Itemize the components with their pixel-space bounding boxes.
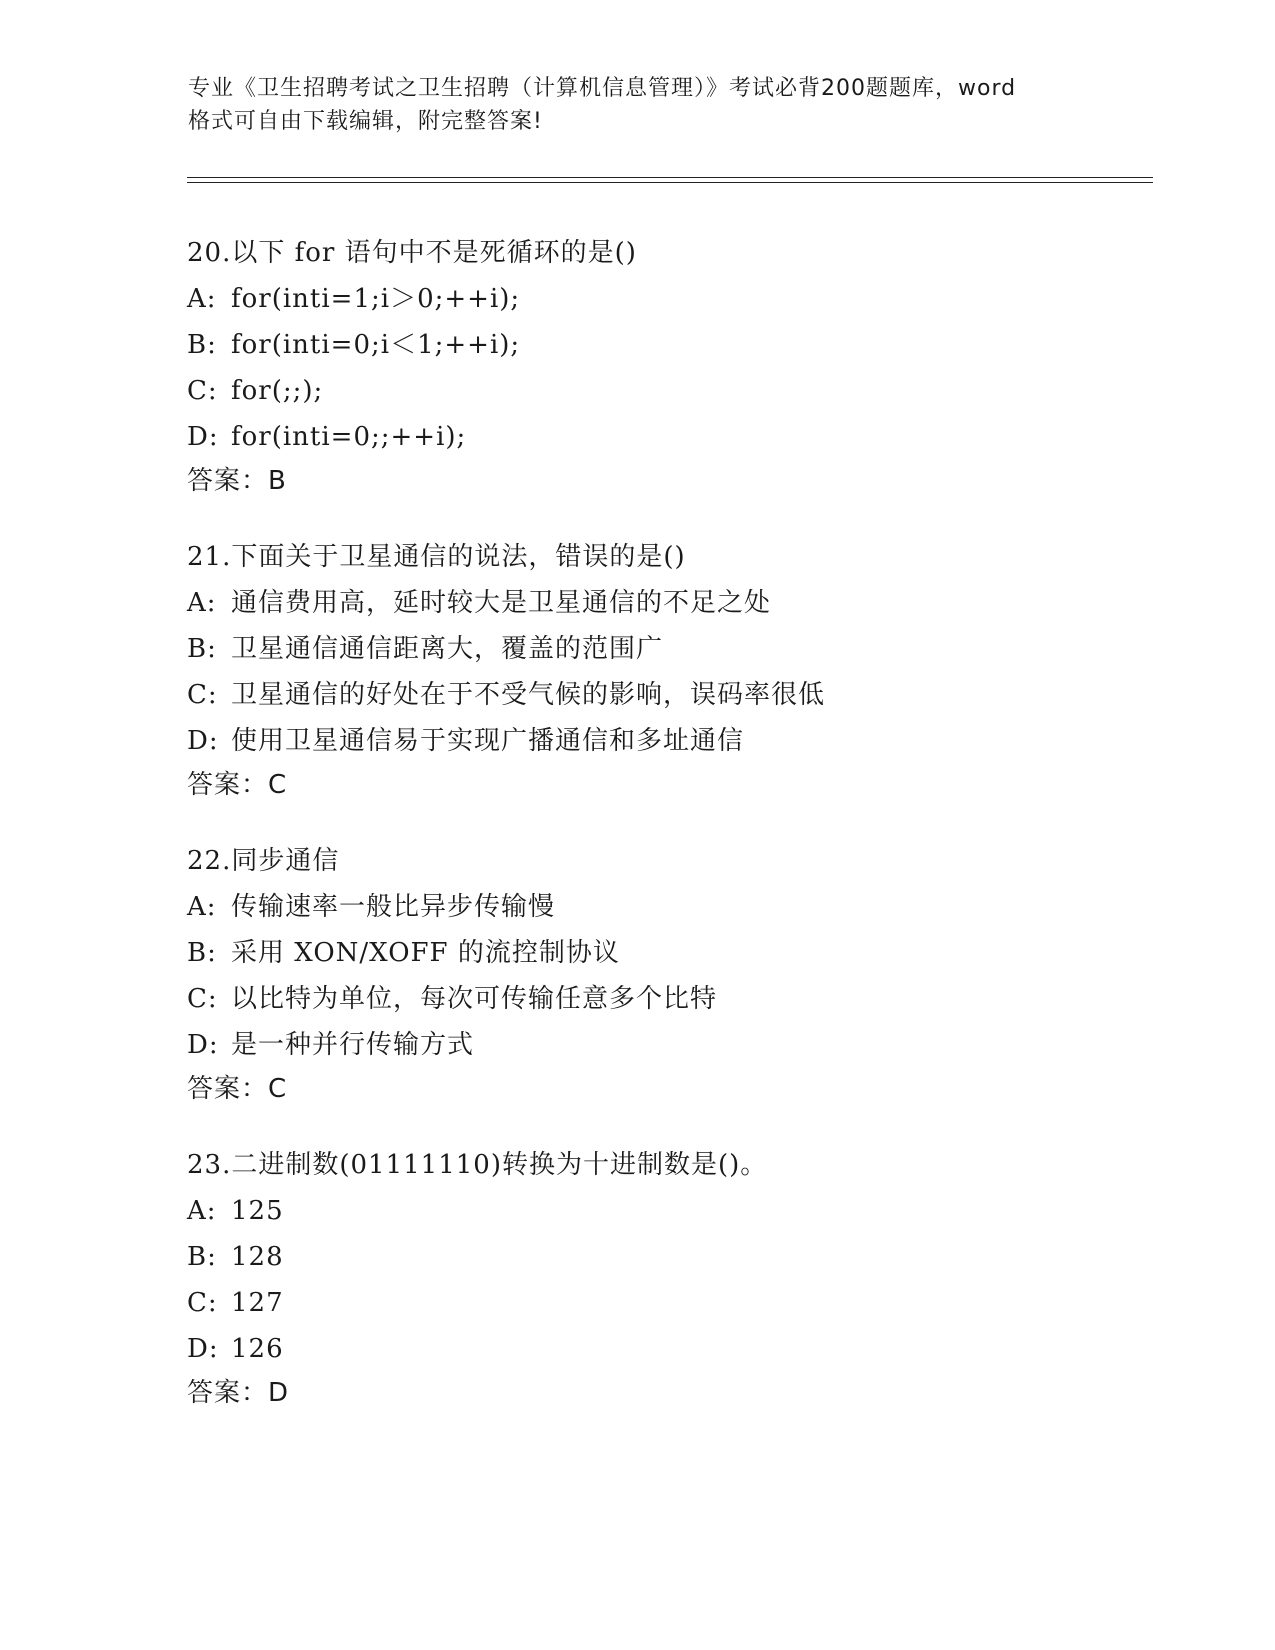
- option-letter: C:: [187, 376, 218, 406]
- option-letter: A:: [187, 284, 217, 314]
- option-c: [187, 672, 1147, 718]
- option-text: 卫星通信通信距离大，覆盖的范围广: [231, 634, 664, 664]
- option-d: [187, 1326, 1147, 1372]
- option-letter: D:: [187, 726, 219, 756]
- option-letter: A:: [187, 892, 217, 922]
- answer-key: 答案：D: [187, 1378, 290, 1408]
- option-letter: A:: [187, 588, 217, 618]
- option-a: [187, 1188, 1147, 1234]
- option-letter: B:: [187, 938, 217, 968]
- option-b: [187, 930, 1147, 976]
- option-text: 125: [231, 1196, 284, 1226]
- option-d: [187, 414, 1147, 460]
- option-letter: C:: [187, 680, 218, 710]
- option-text: 126: [231, 1334, 284, 1364]
- option-text: 以比特为单位，每次可传输任意多个比特: [231, 984, 718, 1014]
- header-divider-bottom: [187, 182, 1153, 183]
- question-stem: 21.下面关于卫星通信的说法，错误的是(): [187, 542, 686, 572]
- option-text: 128: [231, 1242, 284, 1272]
- option-text: 使用卫星通信易于实现广播通信和多址通信: [231, 726, 745, 756]
- option-d: [187, 1022, 1147, 1068]
- option-text: 127: [231, 1288, 284, 1318]
- header-divider-top: [187, 177, 1153, 178]
- option-a: [187, 884, 1147, 930]
- option-text: 卫星通信的好处在于不受气候的影响，误码率很低: [231, 680, 826, 710]
- option-c: [187, 368, 1147, 414]
- option-letter: B:: [187, 634, 217, 664]
- question-21: [187, 534, 1147, 806]
- question-22: [187, 838, 1147, 1110]
- answer-key: 答案：C: [187, 1074, 288, 1104]
- option-text: 传输速率一般比异步传输慢: [231, 892, 556, 922]
- answer-key: 答案：B: [187, 466, 287, 496]
- option-text: 通信费用高，延时较大是卫星通信的不足之处: [231, 588, 772, 618]
- question-list: [187, 230, 1147, 1446]
- answer-key: 答案：C: [187, 770, 288, 800]
- option-b: [187, 626, 1147, 672]
- question-20: [187, 230, 1147, 502]
- option-letter: C:: [187, 984, 218, 1014]
- question-stem: 20.以下 for 语句中不是死循环的是(): [187, 238, 637, 268]
- option-text: for(inti=0;;++i);: [231, 422, 467, 452]
- option-letter: A:: [187, 1196, 217, 1226]
- question-23: [187, 1142, 1147, 1414]
- option-letter: C:: [187, 1288, 218, 1318]
- option-c: [187, 1280, 1147, 1326]
- document-header: [188, 72, 1088, 138]
- question-stem: 23.二进制数(01111110)转换为十进制数是()。: [187, 1150, 768, 1180]
- option-letter: D:: [187, 422, 219, 452]
- option-text: for(;;);: [231, 376, 324, 406]
- header-line-2: 格式可自由下载编辑，附完整答案!: [188, 109, 543, 134]
- option-b: [187, 322, 1147, 368]
- option-text: for(inti=0;i＜1;++i);: [231, 330, 521, 360]
- option-letter: D:: [187, 1334, 219, 1364]
- option-c: [187, 976, 1147, 1022]
- question-stem: 22.同步通信: [187, 846, 340, 876]
- option-d: [187, 718, 1147, 764]
- option-b: [187, 1234, 1147, 1280]
- option-a: [187, 580, 1147, 626]
- option-a: [187, 276, 1147, 322]
- option-letter: B:: [187, 330, 217, 360]
- option-text: for(inti=1;i＞0;++i);: [231, 284, 521, 314]
- option-letter: B:: [187, 1242, 217, 1272]
- option-text: 是一种并行传输方式: [231, 1030, 475, 1060]
- option-text: 采用 XON/XOFF 的流控制协议: [231, 938, 620, 968]
- option-letter: D:: [187, 1030, 219, 1060]
- header-line-1: 专业《卫生招聘考试之卫生招聘（计算机信息管理）》考试必背200题题库，word: [188, 76, 1017, 101]
